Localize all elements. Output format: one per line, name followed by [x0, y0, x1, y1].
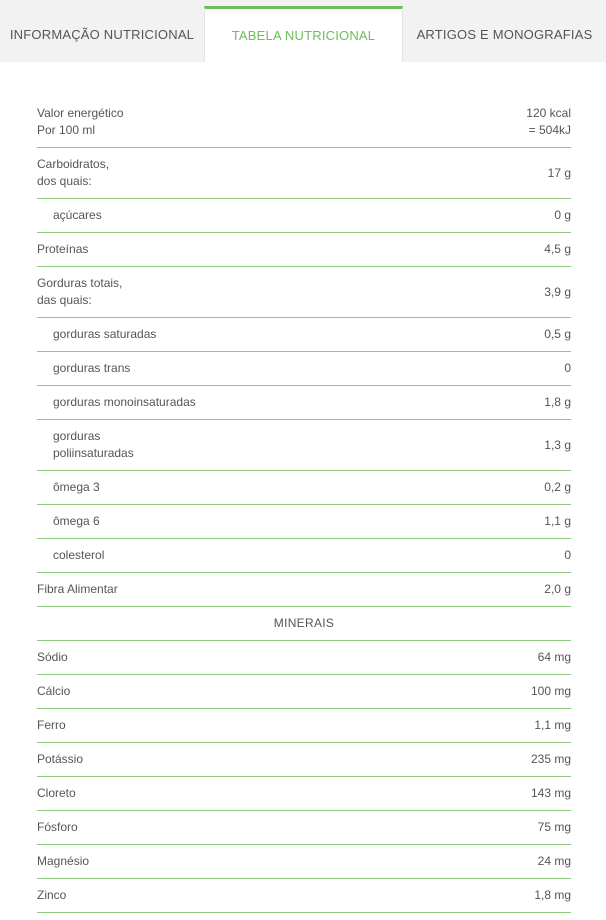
row-value: 75 mg: [537, 820, 571, 834]
row-label: Magnésio: [37, 854, 90, 868]
nutrition-table: [37, 97, 571, 913]
table-row-proteinas: [37, 233, 571, 267]
tab-tabela-nutricional[interactable]: TABELA NUTRICIONAL: [204, 6, 403, 62]
row-label: ômega 6: [53, 514, 100, 528]
row-label: Cálcio: [37, 684, 71, 698]
table-row-cloreto: [37, 777, 571, 811]
row-label: Sódio: [37, 650, 68, 664]
row-label: Potássio: [37, 752, 84, 766]
table-row-ferro: [37, 709, 571, 743]
row-value: 1,1 g: [544, 514, 571, 528]
row-value: 64 mg: [537, 650, 571, 664]
table-row-calcio: [37, 675, 571, 709]
row-value: 4,5 g: [544, 242, 571, 256]
row-label: gorduras saturadas: [53, 327, 157, 341]
table-row-gorduras-poliinsaturadas: [37, 420, 571, 471]
table-row-zinco: [37, 879, 571, 913]
table-row-gorduras-totais: [37, 267, 571, 318]
row-value: 0,5 g: [544, 327, 571, 341]
tab-bar: [0, 0, 606, 62]
table-row-gorduras-saturadas: [37, 318, 571, 352]
row-value: 1,8 mg: [534, 888, 571, 902]
table-row-potassio: [37, 743, 571, 777]
row-label: gorduras poliinsaturadas: [53, 429, 134, 460]
row-label: ômega 3: [53, 480, 100, 494]
row-label: açúcares: [53, 208, 102, 222]
row-value: 120 kcal = 504kJ: [526, 106, 571, 137]
section-title: MINERAIS: [273, 616, 335, 630]
table-row-omega-3: [37, 471, 571, 505]
row-label: gorduras trans: [53, 361, 131, 375]
row-value: 2,0 g: [544, 582, 571, 596]
row-label: colesterol: [53, 548, 105, 562]
row-value: 17 g: [547, 165, 571, 180]
row-value: 3,9 g: [544, 284, 571, 299]
table-row-colesterol: [37, 539, 571, 573]
row-label: Gorduras totais, das quais:: [37, 276, 123, 307]
table-row-sodio: [37, 641, 571, 675]
table-row-fosforo: [37, 811, 571, 845]
table-row-energy: [37, 97, 571, 148]
row-value: 0,2 g: [544, 480, 571, 494]
row-label: gorduras monoinsaturadas: [53, 395, 196, 409]
tab-panel-tabela-nutricional: [3, 62, 603, 920]
row-label: Fósforo: [37, 820, 78, 834]
row-value: 0: [564, 361, 571, 375]
section-heading-minerais: [37, 607, 571, 641]
tab-artigos-monografias[interactable]: ARTIGOS E MONOGRAFIAS: [416, 26, 593, 42]
row-value: 1,8 g: [544, 395, 571, 409]
row-value: 100 mg: [530, 684, 571, 698]
row-label: Proteínas: [37, 242, 89, 256]
row-label: Carboidratos, dos quais:: [37, 157, 110, 188]
row-value: 1,1 mg: [534, 718, 571, 732]
row-value: 24 mg: [537, 854, 571, 868]
row-value: 143 mg: [530, 786, 571, 800]
row-label: Ferro: [37, 718, 66, 732]
table-row-gorduras-monoinsaturadas: [37, 386, 571, 420]
row-value: 0 g: [554, 208, 571, 222]
row-label: Valor energético Por 100 ml: [37, 106, 124, 137]
table-row-carboidratos: [37, 148, 571, 199]
row-value: 0: [564, 548, 571, 562]
table-row-fibra-alimentar: [37, 573, 571, 607]
table-row-gorduras-trans: [37, 352, 571, 386]
tab-informacao-nutricional[interactable]: INFORMAÇÃO NUTRICIONAL: [9, 26, 195, 42]
row-label: Fibra Alimentar: [37, 582, 118, 596]
table-row-omega-6: [37, 505, 571, 539]
table-row-acucares: [37, 199, 571, 233]
row-value: 1,3 g: [544, 437, 571, 452]
row-value: 235 mg: [530, 752, 571, 766]
row-label: Cloreto: [37, 786, 76, 800]
table-row-magnesio: [37, 845, 571, 879]
row-label: Zinco: [37, 888, 67, 902]
